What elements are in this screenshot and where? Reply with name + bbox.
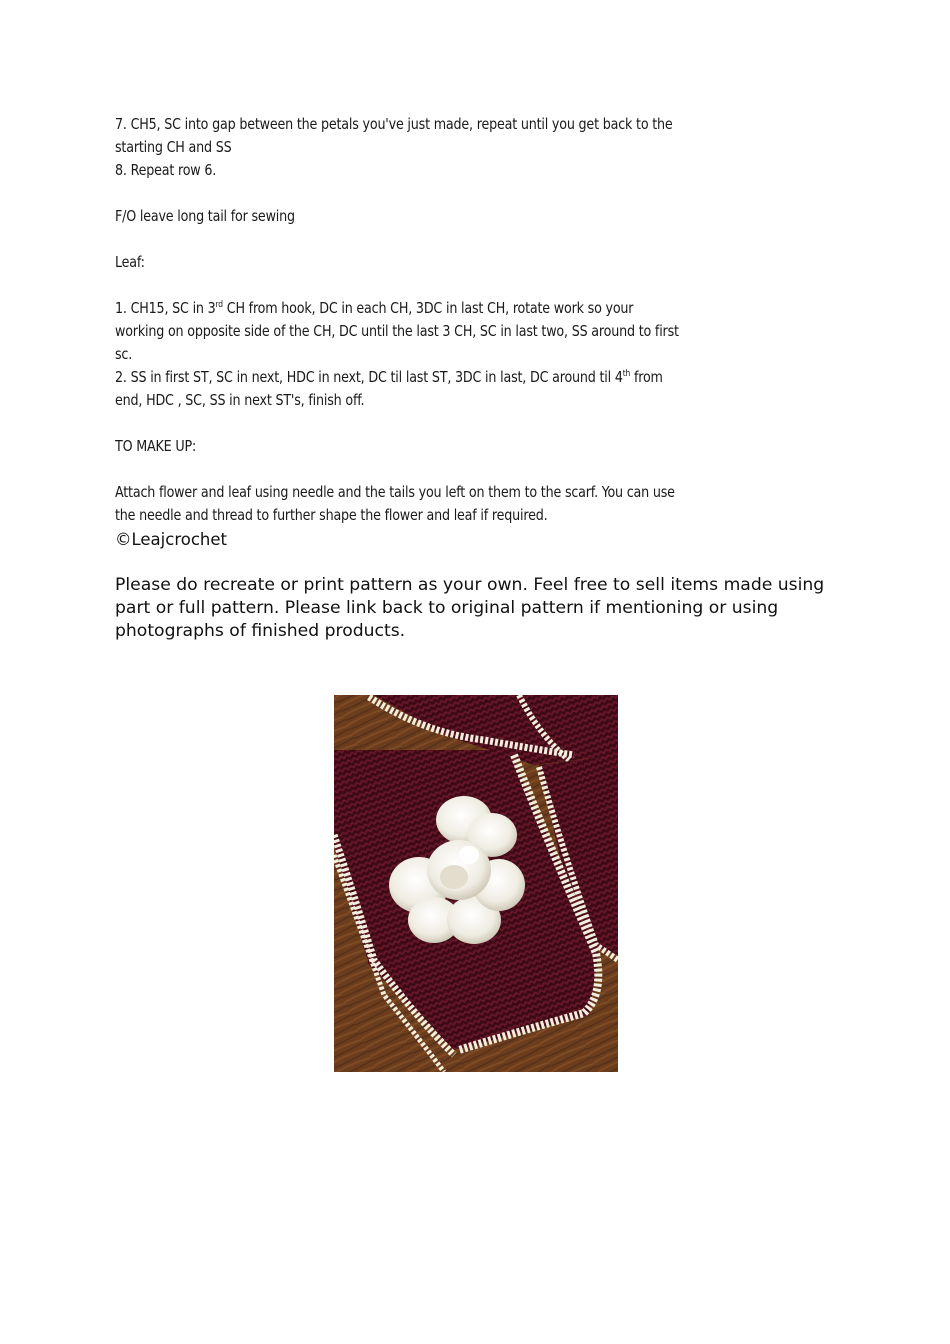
- leaf-row-2-ordinal: th: [622, 369, 631, 379]
- row-7-line-1: 7. CH5, SC into gap between the petals you've just made, repeat until you get back to the: [115, 115, 673, 133]
- document-page: [115, 113, 835, 643]
- leaf-heading: Leaf:: [115, 253, 145, 271]
- copyright-notice: ©Leajcrochet: [115, 530, 227, 549]
- leaf-row-2-text-a: 2. SS in first ST, SC in next, HDC in next, DC til last ST, 3DC in last, DC around til 4: [115, 368, 623, 386]
- leaf-row-2-line-2: end, HDC , SC, SS in next ST's, finish off.: [115, 391, 365, 409]
- license-line-2: part or full pattern. Please link back to original pattern if mentioning or using: [115, 598, 779, 618]
- license-line-3: photographs of finished products.: [115, 621, 406, 641]
- make-up-heading: TO MAKE UP:: [115, 437, 197, 455]
- row-8: 8. Repeat row 6.: [115, 161, 217, 179]
- leaf-row-2-line-1: [115, 366, 836, 389]
- leaf-row-1-text-a: 1. CH15, SC in 3: [115, 299, 216, 317]
- attach-line-1: Attach flower and leaf using needle and the tails you left on them to the scarf. You can use: [115, 483, 675, 501]
- license-text: [115, 574, 835, 643]
- leaf-row-1-line-3: sc.: [115, 345, 133, 363]
- leaf-row-1-line-2: working on opposite side of the CH, DC until the last 3 CH, SC in last two, SS around to first: [115, 322, 679, 340]
- license-line-1: Please do recreate or print pattern as your own. Feel free to sell items made using: [115, 575, 825, 595]
- leaf-row-1-line-1: [115, 297, 836, 320]
- pattern-instructions: [115, 113, 836, 527]
- row-7-line-2: starting CH and SS: [115, 138, 232, 156]
- attach-line-2: the needle and thread to further shape the flower and leaf if required.: [115, 506, 548, 524]
- leaf-row-2-text-b: from: [630, 368, 663, 386]
- fasten-off-note: F/O leave long tail for sewing: [115, 207, 295, 225]
- leaf-row-1-ordinal: rd: [215, 300, 223, 310]
- leaf-row-1-text-b: CH from hook, DC in each CH, 3DC in last CH, rotate work so your: [222, 299, 634, 317]
- scarf-photo: [334, 695, 618, 1072]
